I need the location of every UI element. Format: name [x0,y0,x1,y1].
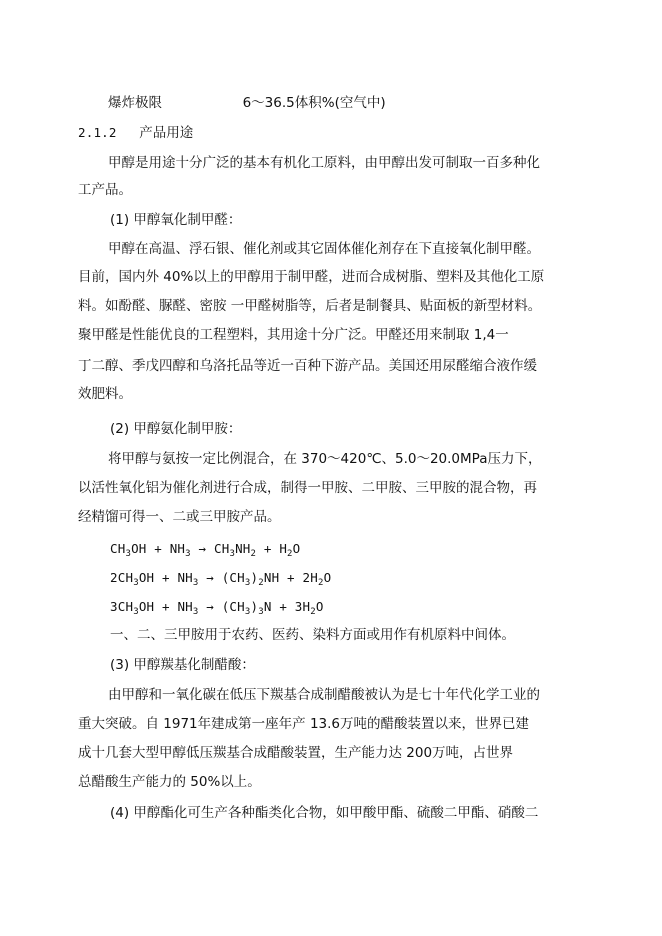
item2-heading: (2) 甲醇氨化制甲胺： [110,421,242,437]
item2-line-1: 将甲醇与氨按一定比例混合，在 370～420℃、5.0～20.0MPa压力下， [108,451,542,467]
item1-line-3: 料。如酚醛、脲醛、密胺 一甲醛树脂等，后者是制餐具、贴面板的新型材料。 [78,298,542,314]
intro-line-1: 甲醇是用途十分广泛的基本有机化工原料，由甲醇出发可制取一百多种化 [108,155,540,171]
item3-line-2: 重大突破。自 1971年建成第一座年产 13.6万吨的醋酸装置以来，世界已建 [78,716,529,732]
section-heading [78,124,582,142]
item1-heading: (1) 甲醇氧化制甲醛： [110,212,242,228]
explosion-limit-line [108,94,582,112]
equation-3: $3CH_3OH + NH_3 \to (CH_3)_3N + 3H_2O$ [110,599,324,617]
item3-line-3: 成十几套大型甲醇低压羰基合成醋酸装置，生产能力达 200万吨，占世界 [78,745,514,761]
section-number: 2.1.2 [78,125,117,140]
item1-line-6: 效肥料。 [78,386,132,402]
item4-line: (4) 甲醇酯化可生产各种酯类化合物，如甲酸甲酯、硫酸二甲酯、硝酸二 [110,805,539,821]
item2-after: 一、二、三甲胺用于农药、医药、染料方面或用作有机原料中间体。 [110,627,515,643]
item3-heading: (3) 甲醇羰基化制醋酸： [110,657,255,673]
item2-line-3: 经精馏可得一、二或三甲胺产品。 [78,509,281,525]
item3-line-1: 由甲醇和一氧化碳在低压下羰基合成制醋酸被认为是七十年代化学工业的 [108,687,540,703]
intro-line-2: 工产品。 [78,182,132,198]
item2-line-2: 以活性氧化铝为催化剂进行合成，制得一甲胺、二甲胺、三甲胺的混合物，再 [78,480,537,496]
item1-line-1: 甲醇在高温、浮石银、催化剂或其它固体催化剂存在下直接氧化制甲醛。 [108,241,540,257]
item1-line-2: 目前，国内外 40%以上的甲醇用于制甲醛，进而合成树脂、塑料及其他化工原 [78,269,545,285]
item1-line-5: 丁二醇、季戊四醇和乌洛托品等近一百种下游产品。美国还用尿醛缩合液作缓 [78,358,537,374]
equation-1: $CH_3OH + NH_3 \to CH_3NH_2 + H_2O$ [110,541,301,559]
explosion-value: 6～36.5体积%(空气中) [242,95,386,111]
section-title: 产品用途 [139,125,194,141]
equation-2: $2CH_3OH + NH_3 \to (CH_3)_2NH + 2H_2O$ [110,570,332,588]
item3-line-4: 总醋酸生产能力的 50%以上。 [78,774,261,790]
explosion-label: 爆炸极限 [108,95,162,111]
item1-line-4: 聚甲醛是性能优良的工程塑料，其用途十分广泛。甲醛还用来制取 1,4一 [78,327,509,343]
